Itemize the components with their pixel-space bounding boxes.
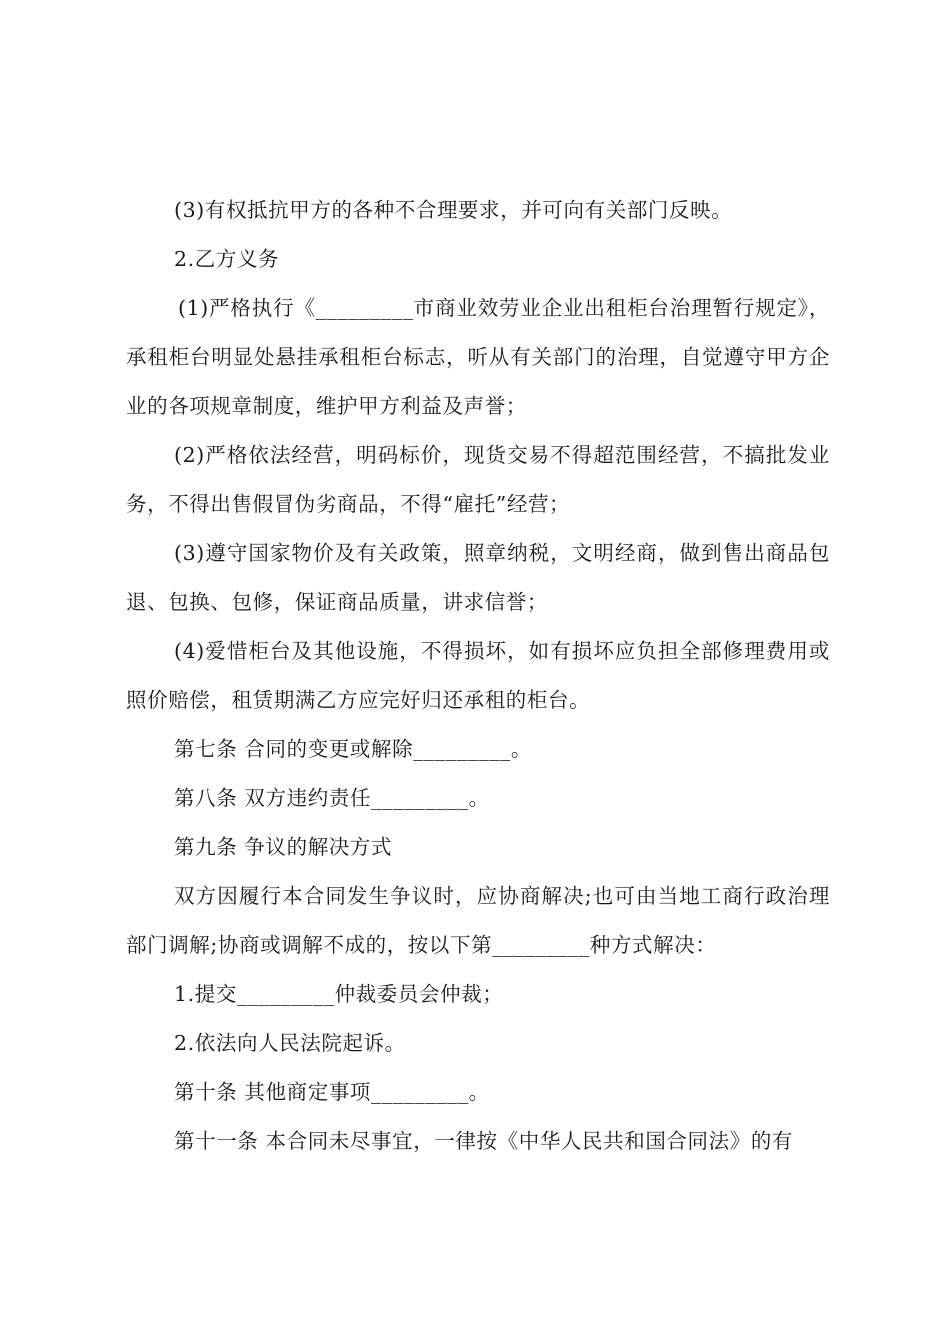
paragraph-12: 2.依法向人民法院起诉。 bbox=[174, 1031, 406, 1055]
paragraph-11: 1.提交_________仲裁委员会仲裁； bbox=[174, 982, 504, 1006]
paragraph-7: 第七条 合同的变更或解除_________。 bbox=[174, 737, 532, 761]
document-body bbox=[126, 186, 830, 1166]
paragraph-3: (1)严格执行《_________市商业效劳业企业出租柜台治理暂行规定》，承租柜台明显处悬挂承租柜台标志，听从有关部门的治理，自觉遵守甲方企业的各项规章制度，维护甲方利益及声誉； bbox=[126, 296, 830, 418]
paragraph-10: 双方因履行本合同发生争议时，应协商解决;也可由当地工商行政治理部门调解;协商或调解不成的，按以下第_________种方式解决： bbox=[126, 884, 830, 957]
paragraph-6: (4)爱惜柜台及其他设施，不得损坏，如有损坏应负担全部修理费用或照价赔偿，租赁期满乙方应完好归还承租的柜台。 bbox=[126, 639, 830, 712]
paragraph-8: 第八条 双方违约责任_________。 bbox=[174, 786, 490, 810]
paragraph-2: 2.乙方义务 bbox=[174, 247, 280, 271]
paragraph-13: 第十条 其他商定事项_________。 bbox=[174, 1080, 490, 1104]
paragraph-5: (3)遵守国家物价及有关政策，照章纳税，文明经商，做到售出商品包退、包换、包修，保证商品质量，讲求信誉； bbox=[126, 541, 830, 614]
paragraph-14: 第十一条 本合同未尽事宜，一律按《中华人民共和国合同法》的有 bbox=[174, 1129, 794, 1153]
paragraph-4: (2)严格依法经营，明码标价，现货交易不得超范围经营，不搞批发业务，不得出售假冒伪劣商品，不得“雇托”经营； bbox=[126, 443, 830, 516]
paragraph-1: (3)有权抵抗甲方的各种不合理要求，并可向有关部门反映。 bbox=[174, 198, 733, 222]
paragraph-9: 第九条 争议的解决方式 bbox=[174, 835, 393, 859]
